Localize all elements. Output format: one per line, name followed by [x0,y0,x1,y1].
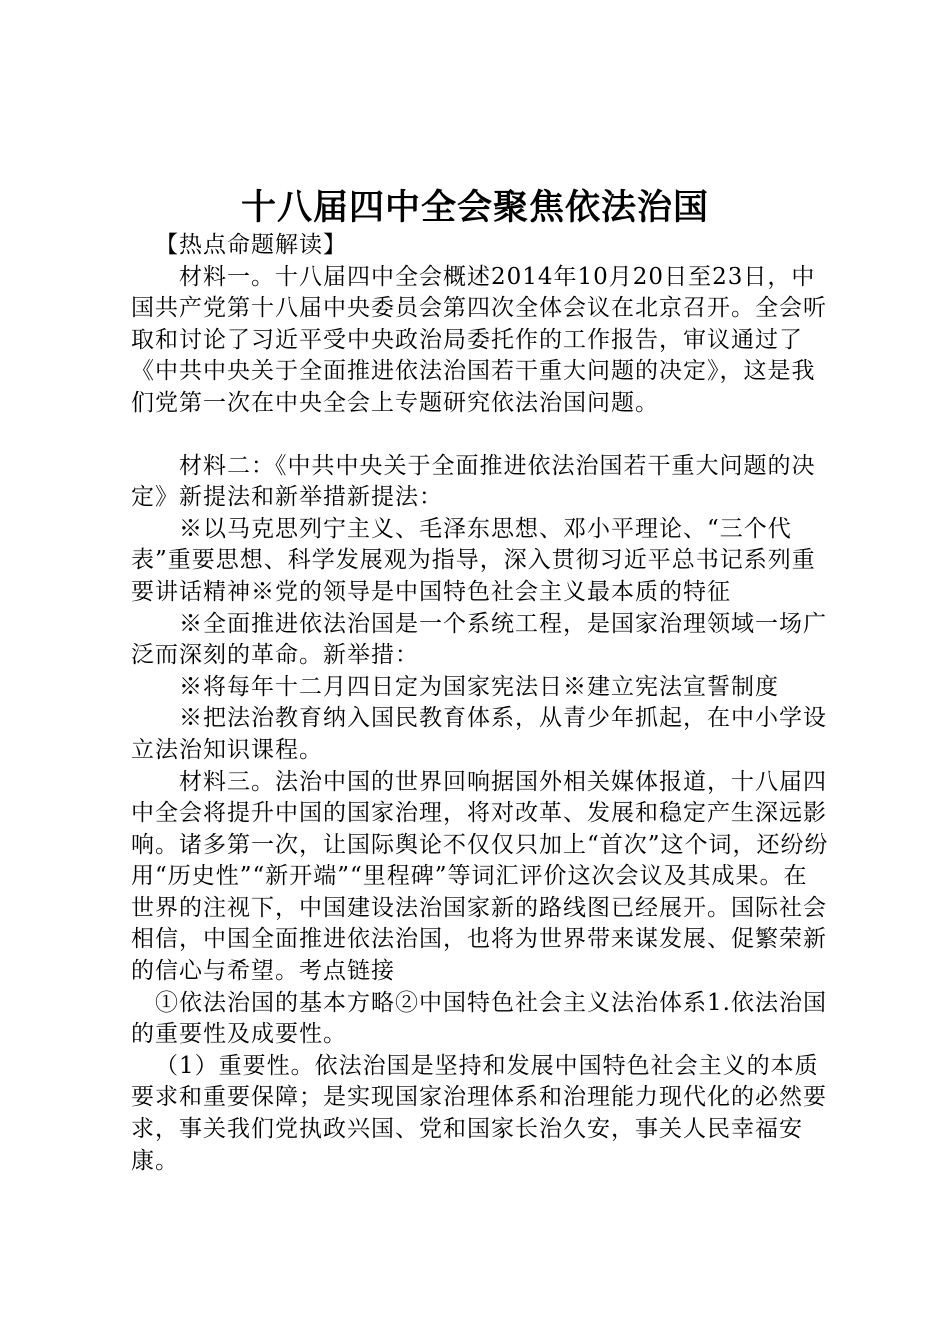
paragraph-material-three: 材料三。法治中国的世界回响据国外相关媒体报道，十八届四中全会将提升中国的国家治理，将对改革、发展和稳定产生深远影响。诸多第一次，让国际舆论不仅仅只加上“首次”这个词，还纷纷用“历史性”“新开端”“里程碑”等词汇评价这次会议及其成果。在世界的注视下，中国建设法治国家新的路线图已经展开。国际社会相信，中国全面推进依法治国，也将为世界带来谋发展、促繁荣新的信心与希望。考点链接 [131,768,829,985]
section-heading: 【热点命题解读】 [155,232,347,258]
paragraph-material-two: 材料二：《中共中央关于全面推进依法治国若干重大问题的决定》新提法和新举措新提法： [131,452,816,511]
document-body [131,230,831,1177]
paragraph-constitution-day: ※将每年十二月四日定为国家宪法日※建立宪法宣誓制度 [179,673,779,700]
paragraph-exam-points: ①依法治国的基本方略②中国特色社会主义法治体系1.依法治国的重要性及成要性。 [131,989,827,1048]
paragraph-spacer [131,420,831,451]
paragraph-system-project: ※全面推进依法治国是一个系统工程，是国家治理领域一场广泛而深刻的革命。新举措： [131,610,827,669]
document-title: 十八届四中全会聚焦依法治国 [240,187,709,228]
paragraph-legal-education: ※把法治教育纳入国民教育体系，从青少年抓起，在中小学设立法治知识课程。 [131,705,827,763]
paragraph-new-expressions: ※以马克思列宁主义、毛泽东思想、邓小平理论、“三个代表”重要思想、科学发展观为指导，深入贯彻习近平总书记系列重要讲话精神※党的领导是中国特色社会主义最本质的特征 [131,515,816,605]
paragraph-importance: （1）重要性。依法治国是坚持和发展中国特色社会主义的本质要求和重要保障；是实现国家治理体系和治理能力现代化的必然要求，事关我们党执政兴国、党和国家长治久安，事关人民幸福安康。 [131,1052,827,1174]
paragraph-material-one: 材料一。十八届四中全会概述2014年10月20日至23日，中国共产党第十八届中央委员会第四次全体会议在北京召开。全会听取和讨论了习近平受中央政治局委托作的工作报告，审议通过了《中共中央关于全面推进依法治国若干重大问题的决定》，这是我们党第一次在中央全会上专题研究依法治国问题。 [131,263,827,416]
